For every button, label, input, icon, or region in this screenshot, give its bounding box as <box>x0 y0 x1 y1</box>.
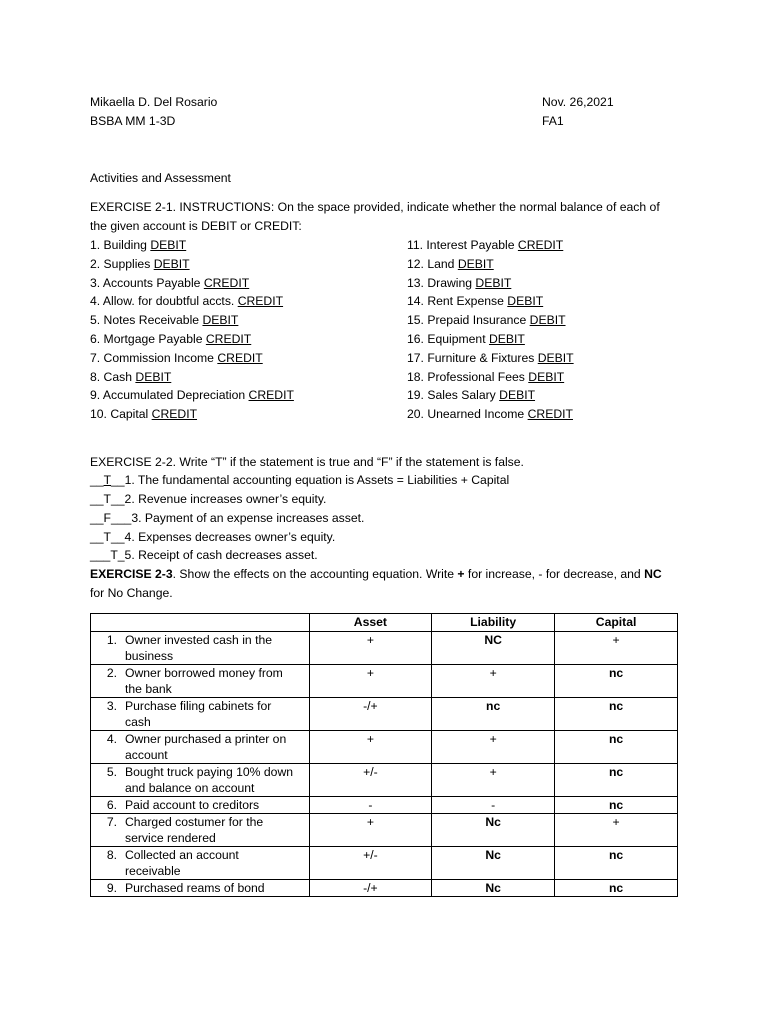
ex1-item-answer: DEBIT <box>475 275 512 290</box>
ex1-item-answer: CREDIT <box>248 388 294 403</box>
transaction-cell <box>91 880 310 897</box>
transaction-cell <box>91 814 310 847</box>
ex1-item-label: 16. Equipment <box>407 332 489 346</box>
table-row <box>91 814 678 847</box>
capital-effect: nc <box>555 797 678 814</box>
ex1-item <box>407 406 573 422</box>
ex1-instructions-line2: the given account is DEBIT or CREDIT: <box>90 219 302 233</box>
capital-effect: + <box>555 632 678 665</box>
header-capital: Capital <box>555 614 678 632</box>
asset-effect: + <box>309 814 431 847</box>
ex1-item-label: 18. Professional Fees <box>407 369 529 384</box>
ex3-instructions-line2: for No Change. <box>90 586 173 600</box>
ex1-item-label: 13. Drawing <box>407 275 476 290</box>
ex1-item-label: 3. Accounts Payable <box>90 275 204 290</box>
student-name: Mikaella D. Del Rosario <box>90 95 218 109</box>
ex1-item-label: 7. Commission Income <box>90 350 218 365</box>
ex1-item-answer: DEBIT <box>507 294 544 309</box>
activity-code: FA1 <box>542 114 564 128</box>
ex2-item-5: ___T_5. Receipt of cash decreases asset. <box>90 548 318 562</box>
student-section: BSBA MM 1-3D <box>90 114 176 128</box>
accounting-effects-table <box>90 613 678 897</box>
liability-effect: + <box>432 764 555 797</box>
ex1-item-answer: DEBIT <box>528 369 565 384</box>
transaction-number: 5. <box>106 765 117 779</box>
ex1-item-label: 1. Building <box>90 238 151 252</box>
liability-effect: Nc <box>432 847 555 880</box>
ex1-item-label: 14. Rent Expense <box>407 294 508 309</box>
transaction-number: 1. <box>106 633 117 647</box>
ex3-nc-symbol: NC <box>644 567 662 581</box>
transaction-number: 9. <box>106 881 117 895</box>
capital-effect: + <box>555 814 678 847</box>
transaction-cell <box>91 665 310 698</box>
transaction-cell <box>91 797 310 814</box>
ex1-item-label: 2. Supplies <box>90 256 154 271</box>
ex1-item-answer: DEBIT <box>499 388 536 403</box>
ex1-item <box>407 387 535 403</box>
ex1-item-answer: CREDIT <box>527 407 573 422</box>
capital-effect: nc <box>555 698 678 731</box>
ex1-item <box>90 237 186 253</box>
ex1-item-answer: DEBIT <box>153 256 190 271</box>
transaction-description: Owner purchased a printer on account <box>125 732 287 762</box>
transaction-cell <box>91 632 310 665</box>
ex1-item-label: 10. Capital <box>90 407 152 422</box>
header-blank <box>91 614 310 632</box>
ex2-item-3: __F___3. Payment of an expense increases asset. <box>90 511 365 525</box>
ex2-item-4: __T__4. Expenses decreases owner’s equity. <box>90 530 336 544</box>
header-asset: Asset <box>309 614 431 632</box>
ex1-item <box>407 275 511 291</box>
ex1-item <box>407 350 574 366</box>
ex1-item <box>90 256 190 272</box>
ex3-instr-text: . Show the effects on the accounting equation. Write <box>172 567 458 581</box>
asset-effect: +/- <box>309 764 431 797</box>
capital-effect: nc <box>555 665 678 698</box>
capital-effect: nc <box>555 880 678 897</box>
ex2-item-1 <box>90 472 509 488</box>
liability-effect: - <box>432 797 555 814</box>
submission-date: Nov. 26,2021 <box>542 95 614 109</box>
ex1-item-answer: CREDIT <box>151 407 198 422</box>
table-row <box>91 880 678 897</box>
transaction-number: 3. <box>106 699 117 713</box>
asset-effect: - <box>309 797 431 814</box>
ex2-item-prefix: __ <box>90 473 104 487</box>
ex1-item-label: 12. Land <box>407 256 458 271</box>
transaction-number: 4. <box>106 732 117 746</box>
table-row <box>91 665 678 698</box>
ex1-item <box>90 275 249 291</box>
transaction-description: Charged costumer for the service rendered <box>125 815 264 845</box>
ex1-item <box>90 387 294 403</box>
table-row <box>91 764 678 797</box>
transaction-cell <box>91 731 310 764</box>
liability-effect: + <box>432 731 555 764</box>
transaction-description: Owner invested cash in the business <box>125 633 273 663</box>
ex1-item <box>90 369 171 385</box>
liability-effect: nc <box>432 698 555 731</box>
ex2-instructions: EXERCISE 2-2. Write “T” if the statement is true and “F” if the statement is false. <box>90 455 524 469</box>
ex1-item-label: 4. Allow. for doubtful accts. <box>90 294 238 309</box>
header-liability: Liability <box>432 614 555 632</box>
transaction-cell <box>91 698 310 731</box>
asset-effect: + <box>309 665 431 698</box>
ex1-item <box>407 369 564 385</box>
asset-effect: -/+ <box>309 880 431 897</box>
ex1-item <box>407 312 566 328</box>
table-body <box>91 632 678 897</box>
transaction-number: 8. <box>106 848 117 862</box>
ex1-item-label: 11. Interest Payable <box>407 238 518 252</box>
capital-effect: nc <box>555 764 678 797</box>
transaction-description: Owner borrowed money from the bank <box>125 666 283 696</box>
transaction-description: Purchase filing cabinets for cash <box>125 699 272 729</box>
transaction-number: 2. <box>106 666 117 680</box>
ex1-instructions-line1: EXERCISE 2-1. INSTRUCTIONS: On the space provided, indicate whether the normal balance of each of <box>90 200 660 214</box>
ex1-item <box>90 312 238 328</box>
table-header-row <box>91 614 678 632</box>
ex1-item <box>90 406 197 422</box>
liability-effect: Nc <box>432 880 555 897</box>
ex1-item <box>90 331 251 347</box>
ex1-item <box>90 350 263 366</box>
transaction-number: 6. <box>106 798 117 812</box>
ex1-item-answer: DEBIT <box>202 313 239 328</box>
table-row <box>91 632 678 665</box>
ex1-item-answer: CREDIT <box>205 332 252 346</box>
ex1-item-label: 19. Sales Salary <box>407 388 500 403</box>
ex1-item-label: 5. Notes Receivable <box>90 313 203 328</box>
ex1-item-answer: CREDIT <box>237 294 284 309</box>
liability-effect: + <box>432 665 555 698</box>
transaction-description: Bought truck paying 10% down and balance on account <box>125 765 294 795</box>
ex1-item-label: 15. Prepaid Insurance <box>407 313 530 328</box>
ex2-item-text: __1. The fundamental accounting equation is Assets = Liabilities + Capital <box>111 473 510 487</box>
ex1-item-answer: DEBIT <box>537 350 574 365</box>
ex1-item-answer: DEBIT <box>488 332 525 346</box>
transaction-description: Purchased reams of bond <box>125 881 265 895</box>
capital-effect: nc <box>555 847 678 880</box>
ex1-item <box>407 331 525 347</box>
ex1-item <box>407 256 494 272</box>
table-row <box>91 698 678 731</box>
liability-effect: NC <box>432 632 555 665</box>
capital-effect: nc <box>555 731 678 764</box>
ex3-heading: EXERCISE 2-3 <box>90 567 173 581</box>
table-row <box>91 797 678 814</box>
ex1-item-answer: CREDIT <box>203 275 250 290</box>
transaction-description: Paid account to creditors <box>125 798 260 812</box>
ex1-item-label: 6. Mortgage Payable <box>90 332 206 346</box>
ex1-item-answer: DEBIT <box>457 256 494 271</box>
ex1-item-answer: DEBIT <box>135 369 172 384</box>
asset-effect: + <box>309 632 431 665</box>
asset-effect: -/+ <box>309 698 431 731</box>
ex3-plus-symbol: + <box>457 567 465 581</box>
ex1-item-answer: CREDIT <box>217 350 263 365</box>
ex1-item-label: 8. Cash <box>90 369 136 384</box>
asset-effect: + <box>309 731 431 764</box>
asset-effect: +/- <box>309 847 431 880</box>
transaction-number: 7. <box>106 815 117 829</box>
transaction-cell <box>91 847 310 880</box>
ex1-item <box>90 293 283 309</box>
ex3-instructions-line1 <box>90 566 662 582</box>
ex1-item-label: 17. Furniture & Fixtures <box>407 350 538 365</box>
ex1-item-label: 9. Accumulated Depreciation <box>90 388 249 403</box>
page-title: Activities and Assessment <box>90 171 231 185</box>
ex1-item-answer: CREDIT <box>517 238 564 252</box>
ex1-item <box>407 293 543 309</box>
ex1-item-label: 20. Unearned Income <box>407 407 528 422</box>
table-row <box>91 847 678 880</box>
ex1-item-answer: DEBIT <box>529 313 566 328</box>
ex1-item <box>407 237 563 253</box>
ex2-item-answer: T <box>103 473 112 487</box>
ex1-item-answer: DEBIT <box>150 238 187 252</box>
ex2-item-2: __T__2. Revenue increases owner’s equity. <box>90 492 327 506</box>
transaction-description: Collected an account receivable <box>125 848 239 878</box>
liability-effect: Nc <box>432 814 555 847</box>
ex3-instr-mid: for increase, - for decrease, and <box>464 567 645 581</box>
transaction-cell <box>91 764 310 797</box>
table-row <box>91 731 678 764</box>
